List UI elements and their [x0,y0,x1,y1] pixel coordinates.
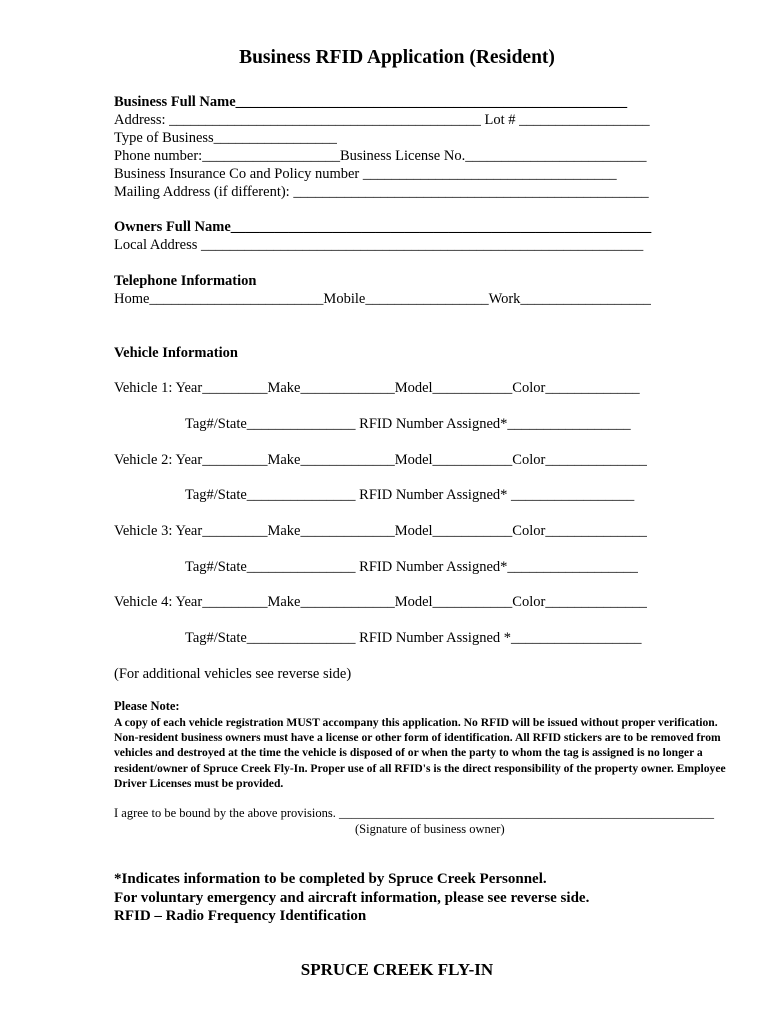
vehicle-4-tag-rfid[interactable]: Tag#/State_______________ RFID Number Assigned *__________________ [185,630,642,646]
telephone-heading: Telephone Information [114,273,257,289]
additional-vehicles-note: (For additional vehicles see reverse side) [114,666,352,682]
vehicle-2-details[interactable]: Vehicle 2: Year_________Make_____________Model___________Color______________ [114,452,647,468]
address-lot-field[interactable]: Address: ___________________________________________ Lot # __________________ [114,112,650,128]
agreement-signature-field[interactable]: I agree to be bound by the above provisions. ____________________________________________________________ [114,806,714,820]
vehicle-4-details[interactable]: Vehicle 4: Year_________Make_____________Model___________Color______________ [114,594,647,610]
owners-full-name-field[interactable]: Owners Full Name__________________________________________________________ [114,219,652,235]
telephone-fields[interactable]: Home________________________Mobile_________________Work__________________ [114,291,651,307]
please-note-body: A copy of each vehicle registration MUST accompany this application. No RFID will be issued without proper verification. Non-resident business owners must have a license or other form of identification. All RFID stickers are to be removed from vehicles and destroyed at the time the vehicle is disposed of or when the party to whom the tag is assigned is no longer a resident/owner of Spruce Creek Fly-In. Proper use of all RFID's is the direct responsibility of the property owner. Employee Driver Licenses must be provided. [114,716,726,790]
insurance-policy-field[interactable]: Business Insurance Co and Policy number ___________________________________ [114,166,617,182]
footer-notes [114,870,589,926]
form-title: Business RFID Application (Resident) [239,47,555,68]
vehicle-2-tag-rfid[interactable]: Tag#/State_______________ RFID Number Assigned* _________________ [185,487,635,503]
please-note-heading: Please Note: [114,699,180,713]
vehicle-1-tag-rfid[interactable]: Tag#/State_______________ RFID Number Assigned*_________________ [185,416,631,432]
vehicle-1-details[interactable]: Vehicle 1: Year_________Make_____________Model___________Color_____________ [114,380,640,396]
reverse-side-note: For voluntary emergency and aircraft information, please see reverse side. [114,889,590,906]
phone-license-field[interactable]: Phone number:___________________Business License No._________________________ [114,148,647,164]
vehicle-3-details[interactable]: Vehicle 3: Year_________Make_____________Model___________Color______________ [114,523,647,539]
rfid-definition: RFID – Radio Frequency Identification [114,908,367,924]
mailing-address-field[interactable]: Mailing Address (if different): _________________________________________________ [114,184,649,200]
business-type-field[interactable]: Type of Business_________________ [114,130,337,146]
vehicle-3-tag-rfid[interactable]: Tag#/State_______________ RFID Number Assigned*__________________ [185,559,638,575]
vehicle-heading: Vehicle Information [114,345,238,361]
personnel-note: *Indicates information to be completed by Spruce Creek Personnel. [114,871,547,887]
local-address-field[interactable]: Local Address _____________________________________________________________ [114,237,644,253]
signature-caption: (Signature of business owner) [355,822,505,836]
business-full-name-field[interactable]: Business Full Name______________________________________________________ [114,94,628,110]
organization-name: SPRUCE CREEK FLY-IN [300,960,494,979]
